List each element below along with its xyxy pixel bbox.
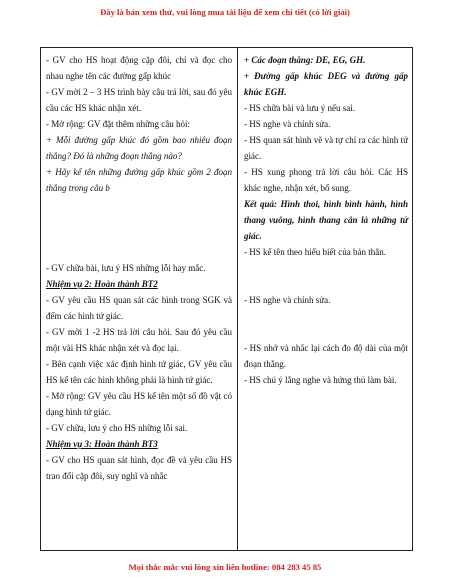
right-paragraph: - HS quan sát hình vẽ và tự chỉ ra các hình tứ giác. <box>244 135 408 161</box>
right-paragraph: - HS chú ý lắng nghe và hứng thú làm bài. <box>244 375 397 385</box>
teacher-activities-column <box>46 52 232 484</box>
task-heading: Nhiệm vụ 2: Hoàn thành BT2 <box>46 279 158 289</box>
task-heading: Nhiệm vụ 3: Hoàn thành BT3 <box>46 439 158 449</box>
lesson-table <box>40 47 413 551</box>
right-paragraph: - HS chữa bài và lưu ý nếu sai. <box>244 103 355 113</box>
left-paragraph: - Bên cạnh việc xác định hình tứ giác, GV yêu cầu HS kể tên các hình không phải là hình tứ giác. <box>46 359 232 385</box>
left-paragraph: - Mở rộng: GV đặt thêm những câu hỏi: <box>46 119 190 129</box>
right-paragraph: - HS nghe và chỉnh sửa. <box>244 119 331 129</box>
left-paragraph: - GV mời 1 -2 HS trả lời câu hỏi. Sau đó yêu cầu một vài HS khác nhận xét và đọc lại. <box>46 327 232 353</box>
right-answer: + Các đoạn thẳng: DE, EG, GH. <box>244 55 366 65</box>
student-activities-column <box>244 52 408 388</box>
right-paragraph: - HS kể tên theo hiểu biết của bản thân. <box>244 247 386 257</box>
left-paragraph: - GV chữa bài, lưu ý HS những lỗi hay mắc. <box>46 263 206 273</box>
column-divider <box>237 48 238 550</box>
left-question: + Mỗi đường gấp khúc đó gồm bao nhiêu đoạn thẳng? Đó là những đoạn thẳng nào? <box>46 135 232 161</box>
right-paragraph: - HS nhớ và nhắc lại cách đo độ dài của một đoạn thẳng. <box>244 343 408 369</box>
left-paragraph: - GV cho HS quan sát hình, đọc đề và yêu cầu HS trao đổi cặp đôi, suy nghĩ và nhắc <box>46 455 232 481</box>
hotline-banner: Mọi thắc mắc vui lòng xin liên hotline: 084 283 45 85 <box>128 562 322 572</box>
right-paragraph: - HS nghe và chỉnh sửa. <box>244 295 331 305</box>
right-answer: + Đường gấp khúc DEG và đường gấp khúc EGH. <box>244 71 408 97</box>
right-paragraph: - HS xung phong trả lời câu hỏi. Các HS khác nghe, nhận xét, bổ sung. <box>244 167 408 193</box>
spacer <box>244 308 408 340</box>
preview-notice-banner: Đây là bản xem thử, vui lòng mua tài liệu để xem chi tiết (có lời giải) <box>100 7 350 17</box>
left-question: + Hãy kể tên những đường gấp khúc gồm 2 đoạn thẳng trong câu b <box>46 167 232 193</box>
result-statement: Kết quả: Hình thoi, hình bình hành, hình thang vuông, hình thang cân là những tứ giác. <box>244 199 408 241</box>
spacer <box>46 196 232 260</box>
left-paragraph: - GV yêu cầu HS quan sát các hình trong SGK và đếm các hình tứ giác. <box>46 295 232 321</box>
left-paragraph: - GV cho HS hoạt động cặp đôi, chỉ và đọc cho nhau nghe tên các đường gấp khúc <box>46 55 232 81</box>
left-paragraph: - GV mời 2 – 3 HS trình bày câu trả lời, sau đó yêu cầu các HS khác nhận xét. <box>46 87 232 113</box>
left-paragraph: - Mở rộng: GV yêu cầu HS kể tên một số đồ vật có dạng hình tứ giác. <box>46 391 232 417</box>
spacer <box>244 260 408 292</box>
left-paragraph: - GV chữa, lưu ý cho HS những lỗi sai. <box>46 423 188 433</box>
